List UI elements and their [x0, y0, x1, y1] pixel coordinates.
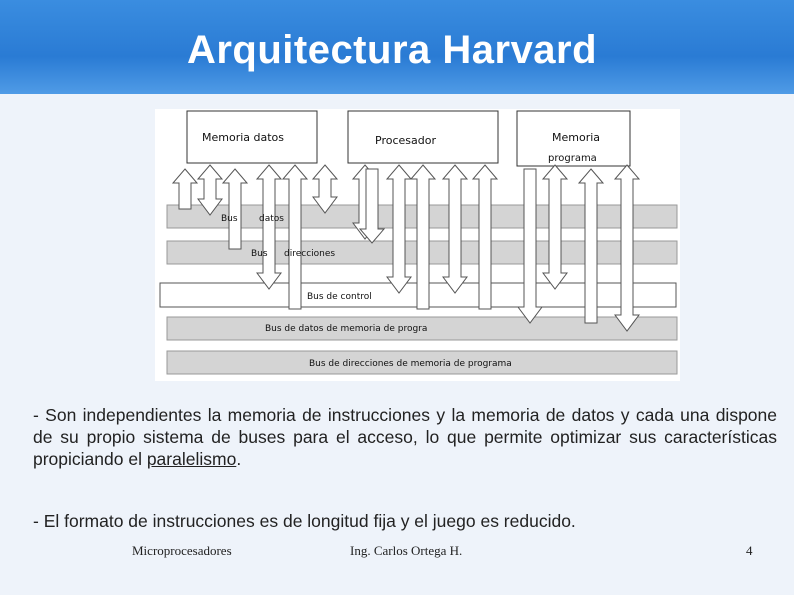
footer-course: Microprocesadores	[132, 543, 232, 558]
harvard-diagram-svg	[155, 109, 680, 381]
slide-title: Arquitectura Harvard	[186, 28, 598, 72]
arrow-mem-datos-1	[173, 169, 197, 209]
paragraph-formato: - El formato de instrucciones es de longitud fija y el juego es reducido.	[33, 511, 576, 531]
label-memoria-datos: Memoria datos	[202, 131, 285, 144]
label-bus-datos-b: datos	[259, 214, 284, 224]
arrow-proc-5	[443, 165, 467, 293]
label-bus-direcciones-b: direcciones	[284, 249, 336, 259]
label-bus-control: Bus de control	[307, 292, 372, 302]
footer-page-number: 4	[746, 543, 753, 558]
paragraph-independencia	[33, 404, 777, 470]
harvard-diagram	[155, 109, 680, 381]
label-memoria-programa-2: programa	[548, 153, 597, 164]
label-procesador: Procesador	[375, 134, 436, 147]
arrow-proc-3	[387, 165, 411, 293]
label-bus-direcciones-memoria-programa: Bus de direcciones de memoria de programa	[309, 359, 512, 369]
label-bus-direcciones-a: Bus	[251, 249, 268, 259]
label-memoria-programa-1: Memoria	[552, 131, 601, 144]
label-bus-datos-a: Bus	[221, 214, 238, 224]
paragraph-independencia-text: - Son independientes la memoria de instrucciones y la memoria de datos y cada una dispone de su propio sistema de buses para el acceso, lo que permite optimizar sus características propiciando el	[33, 405, 777, 469]
footer-author: Ing. Carlos Ortega H.	[350, 543, 463, 558]
paragraph-independencia-end: .	[236, 449, 242, 469]
paralelismo-link[interactable]: paralelismo	[146, 449, 237, 469]
label-bus-datos-memoria-programa: Bus de datos de memoria de progra	[265, 324, 428, 334]
